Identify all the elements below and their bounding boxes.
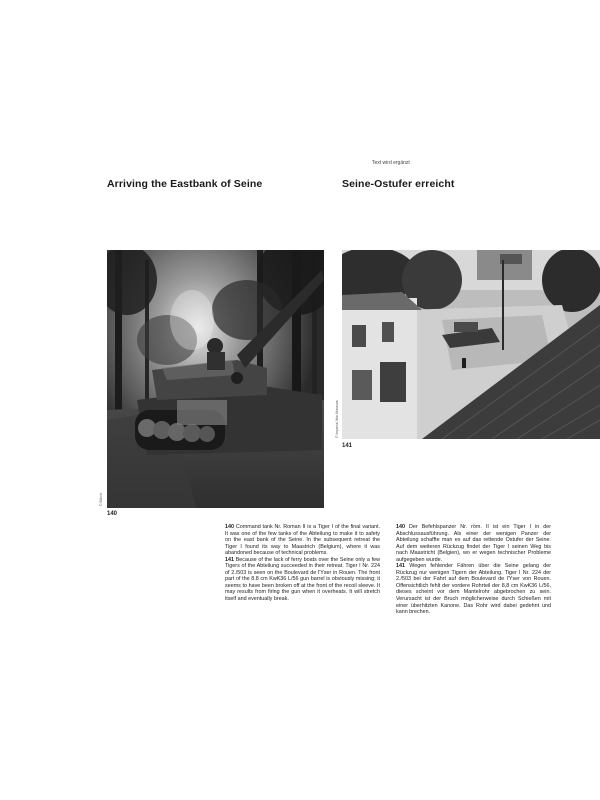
photo-tiger-tank-forest <box>107 250 324 508</box>
photo-number-140: 140 <box>107 511 118 517</box>
english-caption-column <box>225 524 380 603</box>
german-paragraph-140 <box>396 524 551 563</box>
german-paragraph-text: Der Befehlspanzer Nr. röm. II ist ein Tiger I in der Abschlussausführung. Als einer der wenigen Panzer der Abteilung schaffte man es auf das rettende Ostufer der Seine. Auf dem weiteren Rückzug findet der Tiger I seinen Weg bis nach Maastricht (Belgien), wo er wegen technischer Probleme aufgegeben wurde. <box>396 524 552 563</box>
photo-credit-140: © BArch <box>99 492 103 506</box>
german-paragraph-number: 141 <box>396 563 405 570</box>
heading-english: Arriving the Eastbank of Seine <box>107 178 263 190</box>
english-paragraph-number: 140 <box>225 524 234 530</box>
english-paragraph-text: Because of the lack of ferry boats over the Seine only a few Tigers of the Abteilung succeeded in their retreat. Tiger I Nr. 224 of 2./503 is seen on the Boulevard de l'Yser in Rouen. The front part of the 8.8 cm KwK36 L/56 gun barrel is obviously missing; it seems to have been broken off at the front of the recoil sleeve. It may results from firing the gun when it overheats. It will stretch itself and eventually break. <box>225 556 380 603</box>
german-caption-column <box>396 524 551 616</box>
german-paragraph-141 <box>396 563 551 615</box>
tank-street-illustration <box>342 250 600 439</box>
tank-forest-illustration <box>107 250 324 508</box>
photo-tiger-tank-street <box>342 250 600 439</box>
german-paragraph-text: Wegen fehlender Fähren über die Seine gelang der Rückzug nur wenigen Tigern der Abteilung. Tiger I Nr. 224 der 2./503 bei der Fahrt auf dem Boulevard de l'Yser von Rouen. Offensichtlich fehlt der vordere Rohrteil der 8,8 cm KwK36 L/56, dieses scheint vor dem Mantelrohr abgebrochen zu sein. Verursacht ist der Bruch möglicherweise durch Schießen mit einer überhitzten Kanone. Das Rohr wird dabei gedehnt und kann brechen. <box>396 563 551 616</box>
german-paragraph-number: 140 <box>396 524 405 530</box>
photo-credit-141: © Imperial War Museum <box>335 400 339 438</box>
english-paragraph-text: Command tank Nr. Roman II is a Tiger I of the final variant. It was one of the few tanks of the Abteilung to make it to safety on the east bank of the Seine. In the subsequent retreat the Tiger I found its way to Maastrich (Belgium), where it was abandoned because of technical problems. <box>225 524 380 557</box>
english-paragraph-141 <box>225 557 380 603</box>
editorial-note: Text wird ergänzt <box>372 160 410 166</box>
photo-number-141: 141 <box>342 443 353 449</box>
heading-german: Seine-Ostufer erreicht <box>342 178 455 190</box>
english-paragraph-140 <box>225 524 380 557</box>
english-paragraph-number: 141 <box>225 556 234 563</box>
